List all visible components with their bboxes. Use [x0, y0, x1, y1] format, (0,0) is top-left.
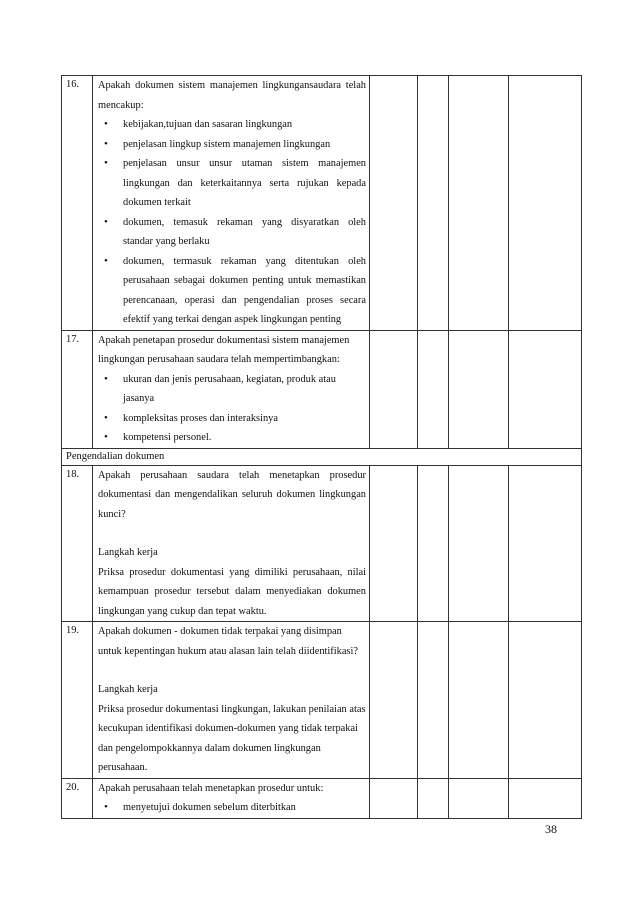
bullet-list [98, 798, 366, 818]
answer-cell[interactable] [418, 76, 449, 331]
bullet-list [98, 115, 366, 330]
list-item: • dokumen, termasuk rekaman yang ditentukan oleh perusahaan sebagai dokumen penting untuk memastikan perencanaan, operasi dan pengendalian proses secara efektif yang terkai dengan aspek lingkungan penting [98, 252, 366, 330]
list-item: • menyetujui dokumen sebelum diterbitkan [98, 798, 366, 818]
notes-cell[interactable] [509, 778, 582, 818]
notes-cell[interactable] [509, 465, 582, 622]
row-number: 20. [62, 778, 93, 818]
list-item: • kebijakan,tujuan dan sasaran lingkungan [98, 115, 366, 135]
question-cell [93, 622, 370, 779]
section-header-row [62, 448, 582, 465]
list-item: • penjelasan lingkup sistem manajemen lingkungan [98, 135, 366, 155]
answer-cell[interactable] [449, 778, 509, 818]
spacer [98, 524, 366, 543]
list-item: • dokumen, temasuk rekaman yang disyaratkan oleh standar yang berlaku [98, 213, 366, 252]
section-title: Pengendalian dokumen [62, 448, 582, 465]
question-cell [93, 76, 370, 331]
question-text: Apakah perusahaan saudara telah menetapkan prosedur dokumentasi dan mengendalikan seluruh dokumen lingkungan kunci? [98, 469, 366, 520]
table-row [62, 622, 582, 779]
question-text: Apakah penetapan prosedur dokumentasi sistem manajemen lingkungan perusahaan saudara telah mempertimbangkan: [98, 334, 350, 365]
row-number: 19. [62, 622, 93, 779]
answer-cell[interactable] [418, 778, 449, 818]
answer-cell[interactable] [418, 465, 449, 622]
question-cell [93, 778, 370, 818]
step-label: Langkah kerja [98, 684, 158, 695]
question-cell [93, 330, 370, 448]
answer-cell[interactable] [370, 622, 418, 779]
answer-cell[interactable] [449, 622, 509, 779]
answer-cell[interactable] [370, 465, 418, 622]
answer-cell[interactable] [370, 76, 418, 331]
step-label: Langkah kerja [98, 547, 158, 558]
list-item: • kompleksitas proses dan interaksinya [98, 409, 366, 429]
question-cell [93, 465, 370, 622]
notes-cell[interactable] [509, 76, 582, 331]
audit-checklist-table [61, 75, 582, 819]
spacer [98, 661, 366, 680]
step-text: Priksa prosedur dokumentasi yang dimiliki perusahaan, nilai kemampuan prosedur tersebut dalam menyediakan dokumen lingkungan yang cukup dan tepat waktu. [98, 566, 366, 617]
answer-cell[interactable] [370, 330, 418, 448]
table-row [62, 778, 582, 818]
answer-cell[interactable] [449, 76, 509, 331]
question-text: Apakah dokumen - dokumen tidak terpakai yang disimpan untuk kepentingan hukum atau alasan lain telah diidentifikasi? [98, 626, 358, 657]
row-number: 17. [62, 330, 93, 448]
answer-cell[interactable] [418, 622, 449, 779]
table-row [62, 330, 582, 448]
table-row [62, 465, 582, 622]
row-number: 16. [62, 76, 93, 331]
notes-cell[interactable] [509, 330, 582, 448]
page-number: 38 [545, 822, 557, 836]
list-item: • kompetensi personel. [98, 428, 366, 448]
step-text: Priksa prosedur dokumentasi lingkungan, lakukan penilaian atas kecukupan identifikasi dokumen-dokumen yang tidak terpakai dan pengelompokkannya dalam dokumen lingkungan perusahaan. [98, 703, 366, 773]
notes-cell[interactable] [509, 622, 582, 779]
list-item: • penjelasan unsur unsur utaman sistem manajemen lingkungan dan keterkaitannya serta rujukan kepada dokumen terkait [98, 154, 366, 213]
row-number: 18. [62, 465, 93, 622]
answer-cell[interactable] [418, 330, 449, 448]
question-text: Apakah dokumen sistem manajemen lingkungansaudara telah mencakup: [98, 80, 366, 111]
question-text: Apakah perusahaan telah menetapkan prosedur untuk: [98, 782, 324, 794]
answer-cell[interactable] [449, 465, 509, 622]
table-row [62, 76, 582, 331]
list-item: • ukuran dan jenis perusahaan, kegiatan, produk atau jasanya [98, 370, 366, 409]
answer-cell[interactable] [370, 778, 418, 818]
answer-cell[interactable] [449, 330, 509, 448]
bullet-list [98, 370, 366, 448]
